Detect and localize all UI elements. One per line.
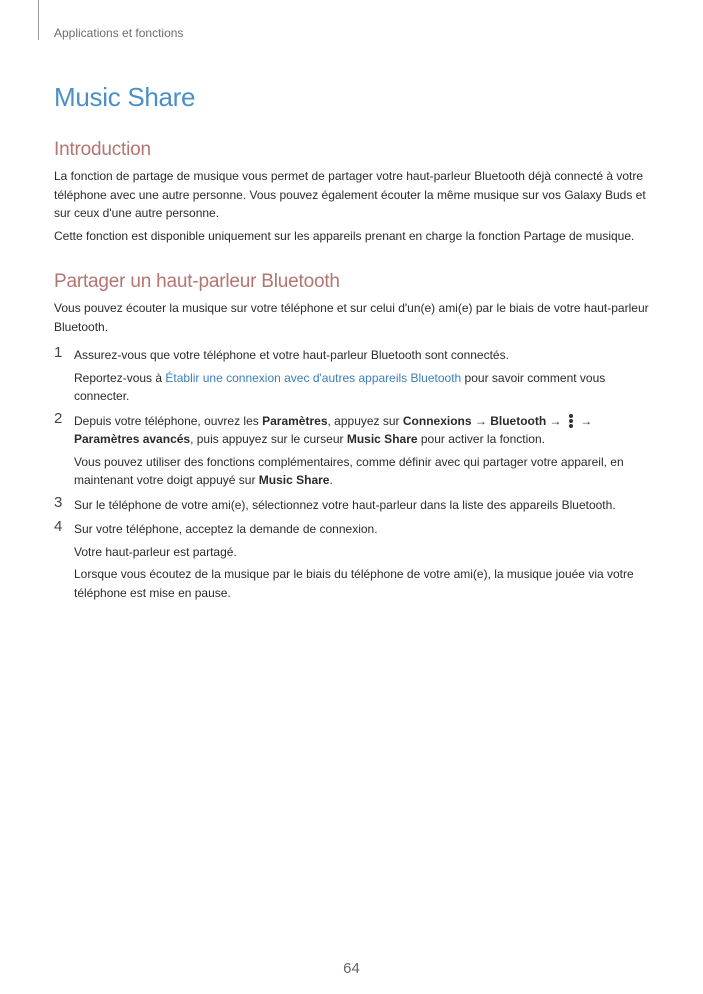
step-number: 2 bbox=[54, 409, 63, 427]
step-2-note: Vous pouvez utiliser des fonctions complémentaires, comme définir avec qui partager votre appareil, en maintenant votre doigt appuyé sur Music Share. bbox=[74, 454, 624, 487]
step-1-text: Assurez-vous que votre téléphone et votre haut-parleur Bluetooth sont connectés. bbox=[74, 348, 509, 362]
step-1 bbox=[54, 346, 654, 406]
steps-list bbox=[54, 346, 654, 602]
step-4 bbox=[54, 520, 654, 602]
settings-label: Paramètres bbox=[262, 413, 328, 428]
share-heading: Partager un haut-parleur Bluetooth bbox=[54, 271, 340, 292]
music-share-label: Music Share bbox=[346, 432, 418, 446]
connections-label: Connexions bbox=[402, 413, 472, 428]
step-number: 4 bbox=[54, 518, 63, 535]
step-number: 3 bbox=[54, 493, 63, 511]
step-3-text: Sur le téléphone de votre ami(e), sélectionnez votre haut-parleur dans la liste des appareils Bluetooth. bbox=[74, 497, 616, 512]
intro-paragraph-1: La fonction de partage de musique vous permet de partager votre haut-parleur Bluetooth déjà connecté à votre téléphone avec une autre personne. Vous pouvez également écouter la même musique sur vos Galaxy Buds et sur ceux d'une autre personne. bbox=[54, 169, 646, 220]
advanced-settings-label: Paramètres avancés bbox=[74, 432, 191, 446]
step-2 bbox=[54, 409, 654, 490]
step-4-text: Sur votre téléphone, acceptez la demande de connexion. bbox=[74, 522, 378, 536]
step-1-note: Reportez-vous à Établir une connexion avec d'autres appareils Bluetooth pour savoir comment vous connecter. bbox=[74, 370, 606, 403]
section-header: Applications et fonctions bbox=[54, 26, 184, 40]
step-4-note-1: Votre haut-parleur est partagé. bbox=[74, 544, 237, 559]
bluetooth-label: Bluetooth bbox=[490, 413, 547, 428]
more-options-icon bbox=[568, 414, 574, 428]
share-paragraph: Vous pouvez écouter la musique sur votre téléphone et sur celui d'un(e) ami(e) par le biais de votre haut-parleur Bluetooth. bbox=[54, 301, 649, 334]
step-4-note-2: Lorsque vous écoutez de la musique par le biais du téléphone de votre ami(e), la musique jouée via votre téléphone est mise en pause. bbox=[74, 567, 634, 600]
bluetooth-connection-link[interactable]: Établir une connexion avec d'autres appareils Bluetooth bbox=[165, 370, 462, 385]
step-2-text: Depuis votre téléphone, ouvrez les Paramètres, appuyez sur Connexions → Bluetooth → → Paramètres avancés, puis appuyez sur le curseur Music Share pour activer la fonction. bbox=[74, 413, 593, 446]
step-3 bbox=[54, 493, 654, 515]
page-number: 64 bbox=[343, 960, 360, 977]
intro-paragraph-2: Cette fonction est disponible uniquement sur les appareils prenant en charge la fonction Partage de musique. bbox=[54, 228, 635, 243]
step-number: 1 bbox=[54, 344, 63, 361]
header-rule bbox=[38, 0, 39, 40]
page-title: Music Share bbox=[54, 82, 196, 112]
page-content bbox=[54, 82, 654, 608]
intro-heading: Introduction bbox=[54, 139, 151, 160]
